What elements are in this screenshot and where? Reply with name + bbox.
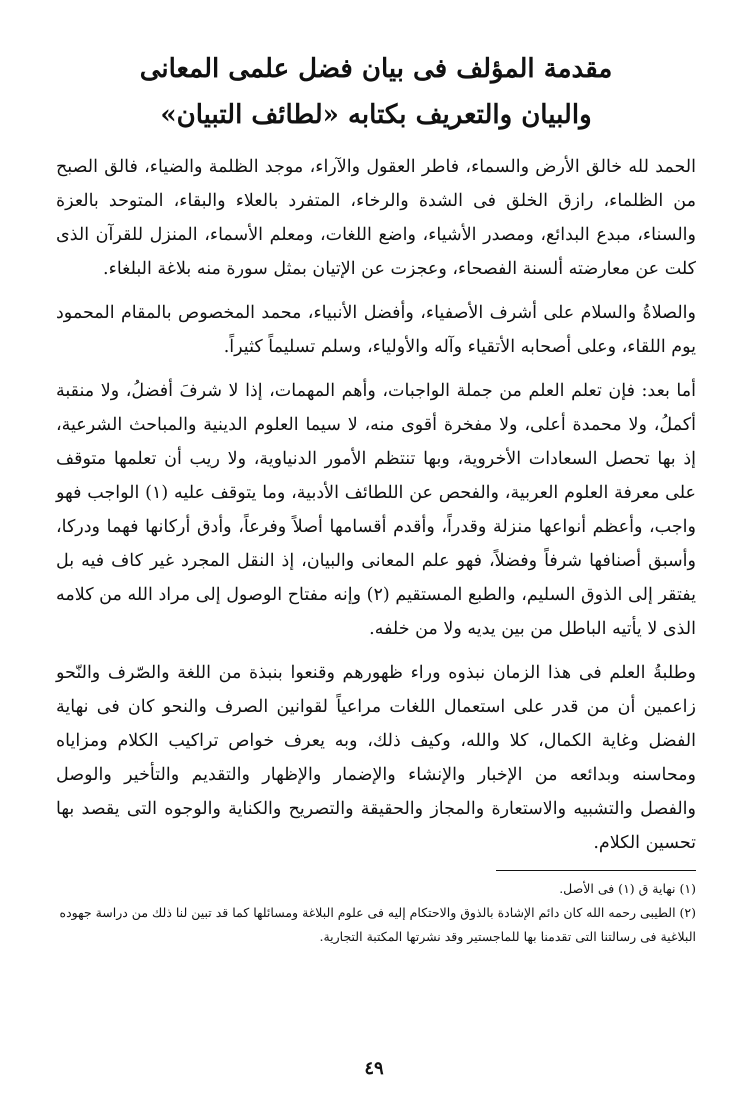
page-number: ٤٩ (364, 1058, 384, 1079)
footnote-divider (496, 870, 696, 871)
chapter-title (56, 46, 696, 138)
paragraph-salutation: والصلاةُ والسلام على أشرف الأصفياء، وأفضل الأنبياء، محمد المخصوص بالمقام المحمود يوم اللقاء، وعلى أصحابه الأتقياء وآله والأولياء، وسلم تسليماً كثيراً. (56, 303, 696, 357)
document-page (56, 46, 696, 949)
paragraph-praise: الحمد لله خالق الأرض والسماء، فاطر العقول والآراء، موجد الظلمة والضياء، فالق الصبح من الظلماء، رازق الخلق فى الشدة والرخاء، المتفرد بالعلاء والبقاء، المتوحد بالعزة والسناء، مبدع البدائع، ومصدر الأشياء، واضع اللغات، ومعلم الأسماء، المنزل للقرآن الذى كلت عن معارضته ألسنة الفصحاء، وعجزت عن الإتيان بمثل سورة منه بلاغة البلغاء. (56, 157, 696, 279)
footnote-1: (١) نهاية ق (١) فى الأصل. (559, 881, 696, 896)
paragraph-knowledge: أما بعد: فإن تعلم العلم من جملة الواجبات، وأهم المهمات، إذا لا شرفَ أفضلُ، ولا منقبة أكملُ، ولا محمدة أعلى، ولا مفخرة أقوى منه، لا سيما العلوم الدينية والمباحث الشرعية، إذ بها تحصل السعادات الأخروية، وبها تنتظم الأمور الدنياوية، ولا ريب أن تعلمها متوقف على معرفة العلوم العربية، والفحص عن اللطائف الأدبية، وما يتوقف عليه (١) الواجب فهو واجب، وأعظم أنواعها منزلة وقدراً، وأقدم أقسامها أصلاً وفرعاً، وأدق أركانها فهما ودركا، وأسبق أصنافها شرفاً وفضلاً، فهو علم المعانى والبيان، إذ النقل المجرد غير كاف فيه بل يفتقر إلى الذوق السليم، والطبع المستقيم (٢) وإنه مفتاح الوصول إلى مراد الله من كلامه الذى لا يأتيه الباطل من بين يديه ولا من خلفه. (56, 381, 696, 639)
chapter-title-line-2: والبيان والتعريف بكتابه «لطائف التبيان» (160, 100, 592, 130)
paragraph-students: وطلبةُ العلم فى هذا الزمان نبذوه وراء ظهورهم وقنعوا بنبذة من اللغة والصّرف والنّحو زاعمين أن من قدر على استعمال اللغات مراعياً لقوانين الصرف والنحو كان فى نهاية الفضل وغاية الكمال، كلا والله، وكيف ذلك، وبه يعرف خواص تراكيب الكلام ومزاياه ومحاسنه وبدائعه من الإخبار والإنشاء والإضمار والإظهار والتقديم والتأخير والوصل والفصل والتشبيه والاستعارة والمجاز والحقيقة والتصريح والكناية والوجوه التى يقصد بها تحسين الكلام. (56, 663, 696, 853)
footnote-2: (٢) الطيبى رحمه الله كان دائم الإشادة بالذوق والاحتكام إليه فى علوم البلاغة ومسائلها كما قد تبين لنا ذلك من دراسة جهوده البلاغية فى رسالتنا التى تقدمنا بها للماجستير وقد نشرتها المكتبة التجارية. (59, 905, 696, 944)
chapter-title-line-1: مقدمة المؤلف فى بيان فضل علمى المعانى (139, 54, 613, 84)
